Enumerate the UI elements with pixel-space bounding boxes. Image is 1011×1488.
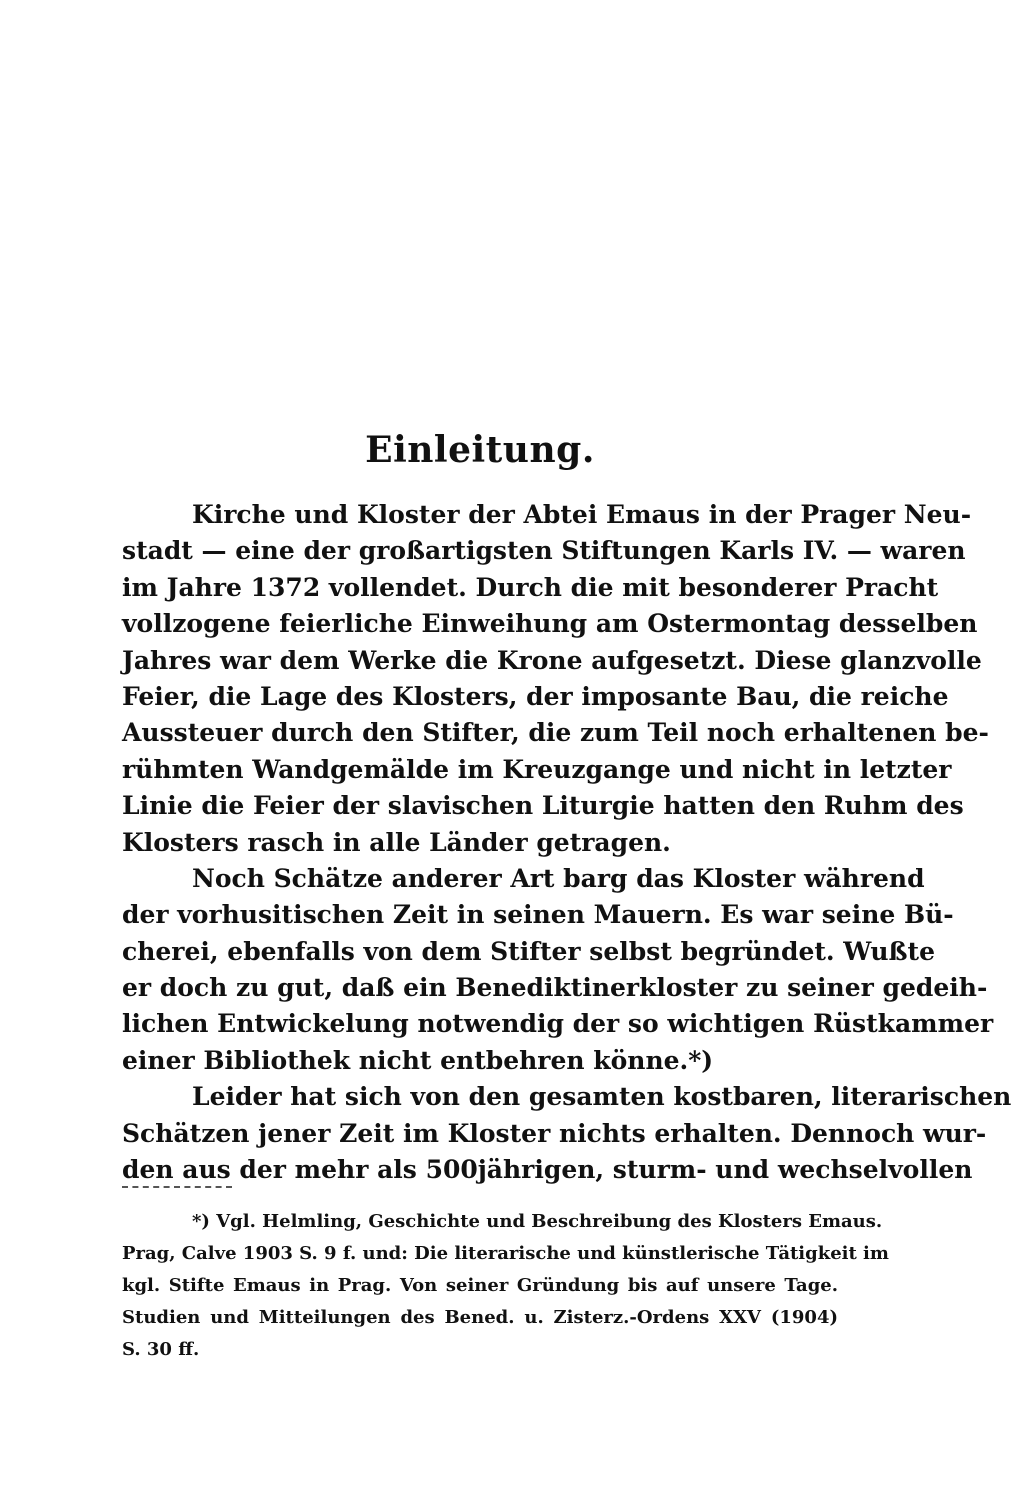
- footnote-line: S. 30 ff.: [122, 1339, 200, 1360]
- text-line: im Jahre 1372 vollendet. Durch die mit besonderer Pracht: [122, 572, 939, 602]
- paragraph-1: [122, 497, 989, 861]
- text-line: Leider hat sich von den gesamten kostbaren, literarischen: [192, 1082, 1011, 1112]
- text-line: er doch zu gut, daß ein Benediktinerkloster zu seiner gedeih-: [122, 973, 988, 1003]
- text-line: Kirche und Kloster der Abtei Emaus in der Prager Neu-: [192, 500, 972, 529]
- chapter-title: Einleitung.: [365, 429, 595, 471]
- text-line: Linie die Feier der slavischen Liturgie hatten den Ruhm des: [122, 791, 964, 821]
- footnote: [122, 1206, 889, 1366]
- text-line: Jahres war dem Werke die Krone aufgesetzt. Diese glanzvolle: [122, 645, 982, 675]
- footnote-line: *) Vgl. Helmling, Geschichte und Beschreibung des Klosters Emaus.: [192, 1211, 883, 1232]
- footnote-separator: [122, 1186, 232, 1188]
- body-text: [122, 497, 1011, 1188]
- text-line: rühmten Wandgemälde im Kreuzgange und nicht in letzter: [122, 754, 952, 784]
- text-line: Feier, die Lage des Klosters, der imposante Bau, die reiche: [122, 681, 949, 711]
- footnote-line: Studien und Mitteilungen des Bened. u. Zisterz.-Ordens XXV (1904): [122, 1307, 838, 1328]
- text-line: Noch Schätze anderer Art barg das Kloster während: [192, 863, 925, 893]
- text-line: Aussteuer durch den Stifter, die zum Teil noch erhaltenen be-: [122, 718, 989, 748]
- paragraph-2: [122, 861, 994, 1079]
- text-line: vollzogene feierliche Einweihung am Ostermontag desselben: [122, 609, 978, 639]
- text-line: den aus der mehr als 500jährigen, sturm- und wechselvollen: [122, 1155, 973, 1185]
- text-line: Schätzen jener Zeit im Kloster nichts erhalten. Dennoch wur-: [122, 1118, 987, 1148]
- text-line: der vorhusitischen Zeit in seinen Mauern. Es war seine Bü-: [122, 900, 954, 930]
- text-line: lichen Entwickelung notwendig der so wichtigen Rüstkammer: [122, 1009, 994, 1039]
- paragraph-3: [122, 1079, 1011, 1188]
- text-line: stadt — eine der großartigsten Stiftungen Karls IV. — waren: [122, 536, 966, 566]
- footnote-line: kgl. Stifte Emaus in Prag. Von seiner Gründung bis auf unsere Tage.: [122, 1275, 838, 1296]
- text-line: cherei, ebenfalls von dem Stifter selbst begründet. Wußte: [122, 936, 935, 966]
- text-line: Klosters rasch in alle Länder getragen.: [122, 827, 671, 857]
- footnote-line: Prag, Calve 1903 S. 9 f. und: Die literarische und künstlerische Tätigkeit im: [122, 1243, 889, 1264]
- text-line: einer Bibliothek nicht entbehren könne.*): [122, 1045, 714, 1075]
